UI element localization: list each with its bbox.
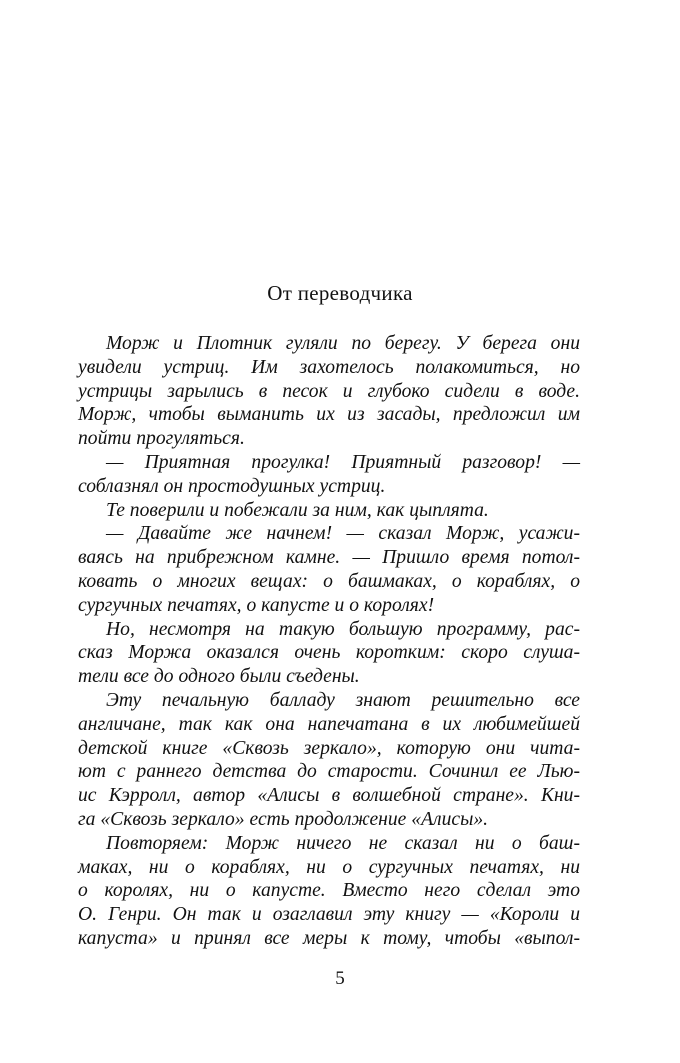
text-line: Морж и Плотник гуляли по берегу. У берега они: [106, 333, 580, 354]
text-line: тели все до одного были съедены.: [78, 666, 360, 688]
text-line: Повторяем: Морж ничего не сказал ни о баш-: [106, 832, 580, 854]
text-line: — Приятная прогулка! Приятный разговор! —: [106, 451, 580, 473]
text-line: сказ Моржа оказался очень коротким: скоро слуша-: [78, 642, 580, 664]
text-line: ковать о многих вещах: о башмаках, о кораблях, о: [78, 570, 580, 592]
page-number: 5: [335, 968, 345, 989]
text-line: — Давайте же начнем! — сказал Морж, усажи-: [106, 523, 580, 545]
text-line: устрицы зарылись в песок и глубоко сидели в воде.: [78, 380, 580, 402]
text-line: о королях, ни о капусте. Вместо него сделал это: [78, 880, 580, 902]
text-line: англичане, так как она напечатана в их любимейшей: [78, 713, 580, 735]
text-line: О. Генри. Он так и озаглавил эту книгу — «Короли и: [78, 904, 580, 926]
text-line: Но, несмотря на такую большую программу, рас-: [106, 618, 580, 640]
text-line: пойти прогуляться.: [78, 428, 245, 450]
text-line: ис Кэрролл, автор «Алисы в волшебной стране». Кни-: [78, 785, 580, 807]
text-line: Эту печальную балладу знают решительно все: [106, 689, 580, 711]
text-line: соблазнял он простодушных устриц.: [78, 475, 386, 497]
text-line: га «Сквозь зеркало» есть продолжение «Алисы».: [78, 808, 489, 830]
text-line: ют с раннего детства до старости. Сочинил ее Лью-: [78, 761, 580, 783]
chapter-title: От переводчика: [267, 281, 413, 305]
text-line: капуста» и принял все меры к тому, чтобы «выпол-: [78, 927, 580, 949]
text-line: увидели устриц. Им захотелось полакомиться, но: [78, 356, 580, 378]
text-line: Морж, чтобы выманить их из засады, предложил им: [78, 404, 580, 426]
body-text: [78, 332, 580, 951]
text-line: сургучных печатях, о капусте и о королях!: [78, 594, 435, 616]
text-line: маках, ни о кораблях, ни о сургучных печатях, ни: [78, 856, 580, 878]
text-line: детской книге «Сквозь зеркало», которую они чита-: [78, 737, 580, 759]
text-line: ваясь на прибрежном камне. — Пришло время потол-: [78, 547, 580, 569]
text-line: Те поверили и побежали за ним, как цыплята.: [106, 499, 489, 521]
